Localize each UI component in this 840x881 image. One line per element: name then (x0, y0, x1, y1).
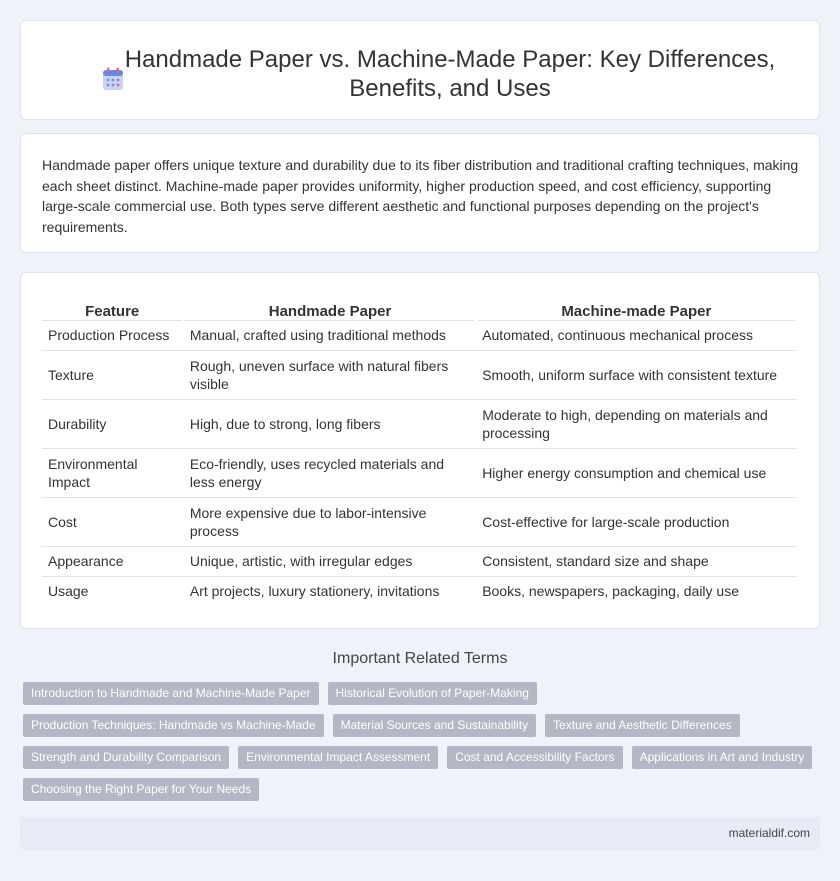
related-terms-heading: Important Related Terms (332, 650, 508, 667)
table-cell: Consistent, standard size and shape (476, 546, 796, 576)
table-cell: Automated, continuous mechanical process (476, 320, 796, 350)
comparison-table (42, 295, 798, 606)
table-cell: Higher energy consumption and chemical use (476, 448, 796, 497)
tag-row (23, 778, 823, 801)
tag-row (23, 682, 823, 705)
table-cell: Eco-friendly, uses recycled materials and less energy (184, 448, 476, 497)
related-term-tag[interactable]: Choosing the Right Paper for Your Needs (23, 778, 259, 801)
table-row (42, 448, 797, 497)
table-cell: Smooth, uniform surface with consistent texture (476, 350, 796, 399)
related-term-tag[interactable]: Strength and Durability Comparison (23, 746, 229, 769)
table-cell: Environmental Impact (42, 448, 184, 497)
table-header-row (42, 295, 797, 320)
table-row (42, 497, 797, 546)
table-cell: High, due to strong, long fibers (184, 399, 476, 448)
table-row (42, 576, 797, 606)
related-term-tag[interactable]: Production Techniques: Handmade vs Machine-Made (23, 714, 324, 737)
tag-row (23, 714, 823, 737)
intro-paragraph: Handmade paper offers unique texture and durability due to its fiber distribution and traditional crafting techniques, making each sheet distinct. Machine-made paper provides uniformity, higher production speed, and cost efficiency, supporting large-scale commercial use. Both types serve different aesthetic and functional purposes depending on the project's requirements. (42, 157, 799, 235)
table-cell: Manual, crafted using traditional methods (184, 320, 476, 350)
related-term-tag[interactable]: Texture and Aesthetic Differences (545, 714, 740, 737)
table-cell: Art projects, luxury stationery, invitations (184, 576, 476, 606)
table-cell: Texture (42, 350, 184, 399)
table-cell: Appearance (42, 546, 184, 576)
table-cell: Durability (42, 399, 184, 448)
column-header-handmade: Handmade Paper (184, 295, 476, 320)
table-cell: Production Process (42, 320, 184, 350)
comparison-card (20, 272, 820, 629)
footer-site-link[interactable]: materialdif.com (728, 826, 810, 840)
footer-bar (20, 817, 820, 850)
table-cell: Rough, uneven surface with natural fibers visible (184, 350, 476, 399)
column-header-feature: Feature (42, 295, 184, 320)
table-cell: Books, newspapers, packaging, daily use (476, 576, 796, 606)
related-term-tag[interactable]: Material Sources and Sustainability (333, 714, 536, 737)
related-term-tag[interactable]: Introduction to Handmade and Machine-Made Paper (23, 682, 319, 705)
table-row (42, 320, 797, 350)
page-title: Handmade Paper vs. Machine-Made Paper: Key Differences, Benefits, and Uses (124, 46, 776, 102)
related-term-tag[interactable]: Historical Evolution of Paper-Making (328, 682, 537, 705)
intro-card (20, 133, 820, 253)
table-row (42, 399, 797, 448)
tag-row (23, 746, 823, 769)
related-terms-list (23, 682, 823, 810)
table-cell: More expensive due to labor-intensive process (184, 497, 476, 546)
table-cell: Cost (42, 497, 184, 546)
related-term-tag[interactable]: Environmental Impact Assessment (238, 746, 438, 769)
related-term-tag[interactable]: Cost and Accessibility Factors (447, 746, 622, 769)
table-cell: Cost-effective for large-scale production (476, 497, 796, 546)
table-cell: Moderate to high, depending on materials and processing (476, 399, 796, 448)
table-cell: Unique, artistic, with irregular edges (184, 546, 476, 576)
table-cell: Usage (42, 576, 184, 606)
table-row (42, 350, 797, 399)
column-header-machine: Machine-made Paper (476, 295, 796, 320)
related-term-tag[interactable]: Applications in Art and Industry (632, 746, 813, 769)
table-row (42, 546, 797, 576)
